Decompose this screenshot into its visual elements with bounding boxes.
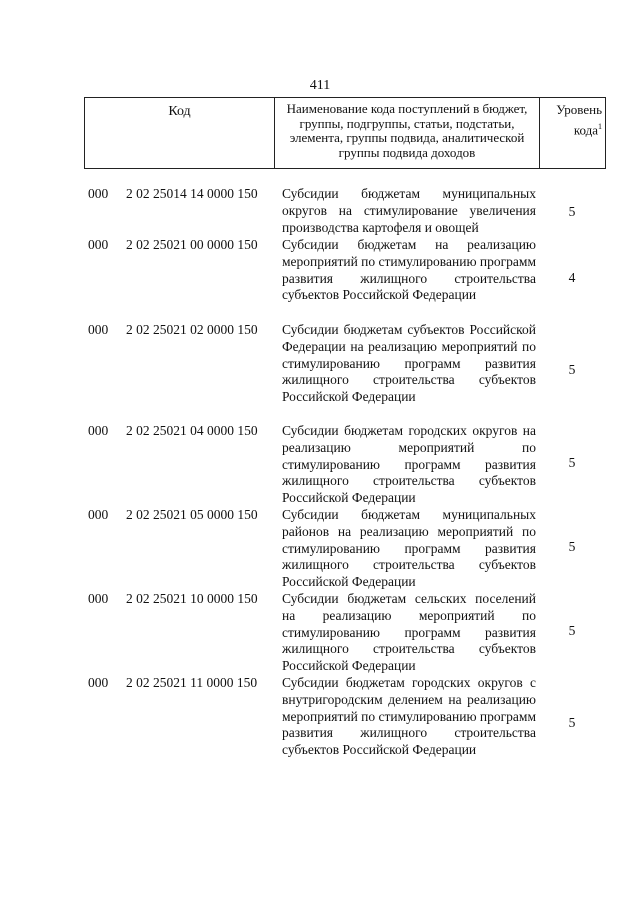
row-class: 000 <box>88 237 109 252</box>
row-level: 5 <box>568 623 576 638</box>
row-class: 000 <box>88 591 109 606</box>
row-level: 5 <box>568 362 576 377</box>
row-name: Субсидии бюджетам сельских поселений на реализацию мероприятий по стимулированию программ развития жилищного строительства субъектов Российской Федерации <box>282 591 536 674</box>
page-number: 411 <box>309 78 331 93</box>
row-name: Субсидии бюджетам на реализацию мероприятий по стимулированию программ развития жилищного строительства субъектов Российской Федерации <box>282 237 536 303</box>
row-name: Субсидии бюджетам муниципальных районов на реализацию мероприятий по стимулированию программ развития жилищного строительства субъектов Российской Федерации <box>282 507 536 590</box>
row-class: 000 <box>88 322 109 337</box>
header-code: Код <box>85 98 275 168</box>
row-name: Субсидии бюджетам городских округов с внутригородским делением на реализацию мероприятий по стимулированию программ развития жилищного строительства субъектов Российской Федерации <box>282 675 536 758</box>
row-code: 2 02 25021 10 0000 150 <box>126 591 258 606</box>
row-level: 4 <box>568 270 576 285</box>
header-level-footnote: 1 <box>598 122 602 131</box>
row-code: 2 02 25021 00 0000 150 <box>126 237 258 252</box>
header-level-line1: Уровень <box>556 102 602 117</box>
row-level: 5 <box>568 204 576 219</box>
row-name: Субсидии бюджетам муниципальных округов на стимулирование увеличения производства картофеля и овощей <box>282 186 536 235</box>
row-level: 5 <box>568 715 576 730</box>
row-level: 5 <box>568 539 576 554</box>
row-name: Субсидии бюджетам городских округов на реализацию мероприятий по стимулированию программ развития жилищного строительства субъектов Российской Федерации <box>282 423 536 506</box>
header-name: Наименование кода поступлений в бюджет, группы, подгруппы, статьи, подстатьи, элемента, группы подвида, аналитической группы подвида доходов <box>275 98 540 168</box>
header-level-line2: кода <box>573 122 598 138</box>
header-level <box>540 98 606 168</box>
row-level: 5 <box>568 455 576 470</box>
row-code: 2 02 25021 05 0000 150 <box>126 507 258 522</box>
row-class: 000 <box>88 423 109 438</box>
row-name: Субсидии бюджетам субъектов Российской Федерации на реализацию мероприятий по стимулированию программ развития жилищного строительства субъектов Российской Федерации <box>282 322 536 405</box>
row-class: 000 <box>88 186 109 201</box>
row-code: 2 02 25021 04 0000 150 <box>126 423 258 438</box>
row-code: 2 02 25021 02 0000 150 <box>126 322 258 337</box>
row-code: 2 02 25021 11 0000 150 <box>126 675 258 690</box>
row-code: 2 02 25014 14 0000 150 <box>126 186 258 201</box>
table-header <box>84 97 606 169</box>
row-class: 000 <box>88 507 109 522</box>
row-class: 000 <box>88 675 109 690</box>
